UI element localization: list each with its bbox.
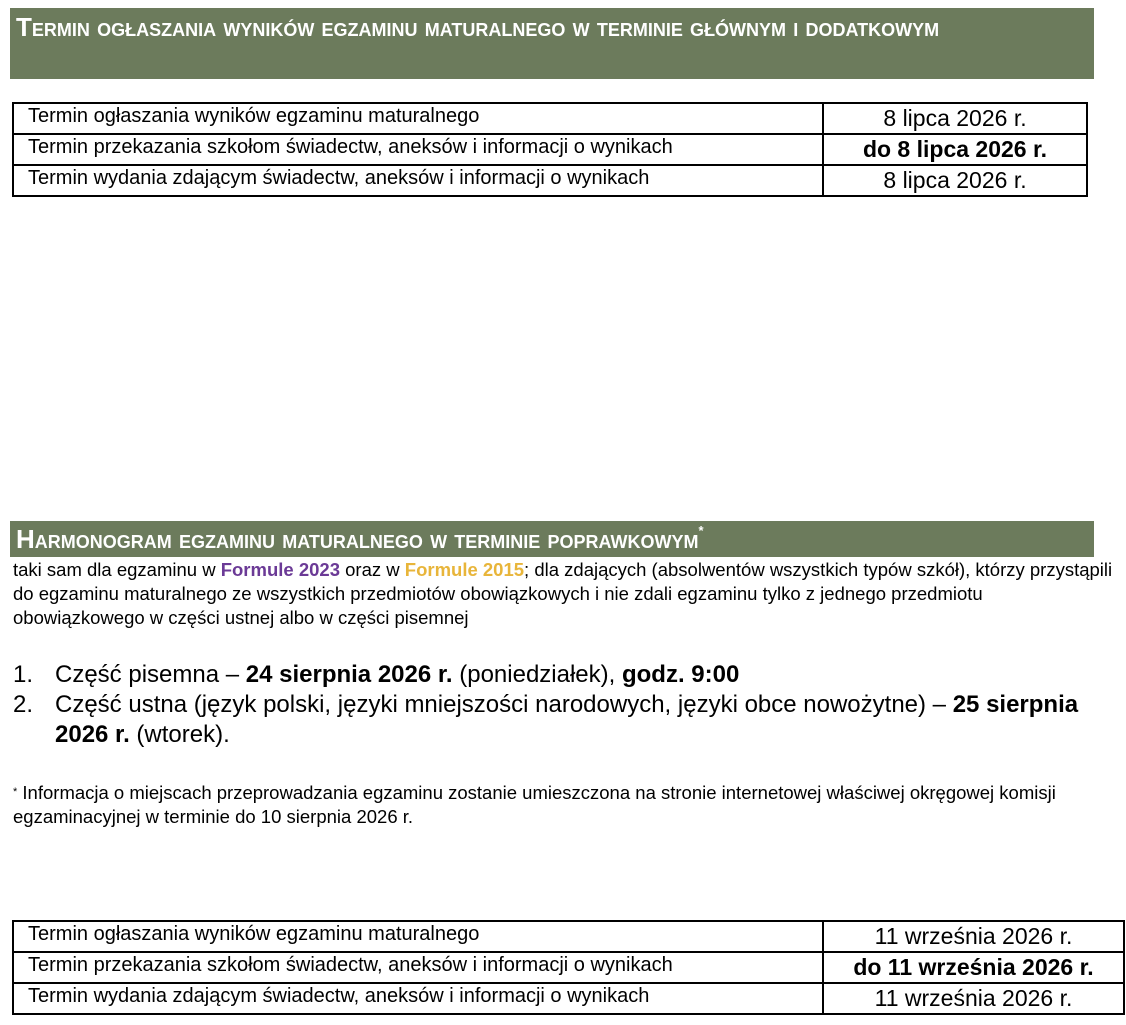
table-row (13, 983, 1124, 1014)
table-cell-label: Termin ogłaszania wyników egzaminu maturalnego (13, 921, 823, 952)
list-item (13, 660, 1113, 690)
table-row (13, 921, 1124, 952)
table-cell-date: do 8 lipca 2026 r. (823, 134, 1087, 165)
table-cell-date: 11 września 2026 r. (823, 921, 1124, 952)
intro-text: ; dla zdających (absolwentów wszystkich typów szkół), którzy przystąpili do egzaminu maturalnego ze wszystkich przedmiotów obowiązkowych i nie zdali egzaminu tylko z jednego przedmiotu obowiązkowego w części ustnej albo w części pisemnej (13, 559, 1113, 628)
intro-text: oraz w (339, 559, 405, 580)
table-row (13, 165, 1087, 196)
list-text: Część pisemna – (55, 661, 246, 688)
table-cell-label: Termin ogłaszania wyników egzaminu maturalnego (13, 103, 823, 134)
table-cell-label: Termin przekazania szkołom świadectw, aneksów i informacji o wynikach (13, 952, 823, 983)
intro-paragraph (13, 558, 1113, 630)
table-cell-label: Termin przekazania szkołom świadectw, aneksów i informacji o wynikach (13, 134, 823, 165)
footnote-text: Informacja o miejscach przeprowadzania egzaminu zostanie umieszczona na stronie internetowej właściwej okręgowej komisji egzaminacyjnej w terminie do 10 sierpnia 2026 r. (13, 782, 1056, 827)
list-text: Część ustna (język polski, języki mniejszości narodowych, języki obce nowożytne) – (55, 691, 953, 718)
list-text: (poniedziałek), (452, 661, 622, 688)
list-text: (wtorek). (129, 721, 230, 748)
table-row (13, 952, 1124, 983)
formula-2015-label: Formule 2015 (404, 559, 525, 580)
list-number: 1. (13, 661, 34, 688)
table-cell-date: 8 lipca 2026 r. (823, 165, 1087, 196)
exam-time: godz. 9:00 (621, 661, 740, 688)
footnote-marker: * (698, 523, 704, 538)
footnote-marker: * (13, 786, 18, 798)
section-heading-text: Harmonogram egzaminu maturalnego w terminie poprawkowym (16, 524, 699, 554)
schedule-list (13, 660, 1113, 750)
table-cell-date: 8 lipca 2026 r. (823, 103, 1087, 134)
table-row (13, 103, 1087, 134)
table-cell-date: do 11 września 2026 r. (823, 952, 1124, 983)
results-table-resit-term (12, 920, 1125, 1015)
section-heading-resit-term (10, 521, 1094, 557)
list-number: 2. (13, 691, 34, 718)
intro-text: taki sam dla egzaminu w (13, 559, 221, 580)
section-heading-text: Termin ogłaszania wyników egzaminu maturalnego w terminie głównym i dodatkowym (16, 12, 940, 42)
table-cell-label: Termin wydania zdającym świadectw, aneksów i informacji o wynikach (13, 165, 823, 196)
section-heading-main-term (10, 8, 1094, 79)
formula-2023-label: Formule 2023 (220, 559, 340, 580)
table-row (13, 134, 1087, 165)
table-cell-date: 11 września 2026 r. (823, 983, 1124, 1014)
exam-date: 25 sierpnia 2026 r. (55, 691, 1079, 748)
exam-date: 24 sierpnia 2026 r. (245, 661, 453, 688)
list-item (13, 690, 1113, 750)
footnote (13, 781, 1113, 829)
table-cell-label: Termin wydania zdającym świadectw, aneksów i informacji o wynikach (13, 983, 823, 1014)
results-table-main-term (12, 102, 1088, 197)
